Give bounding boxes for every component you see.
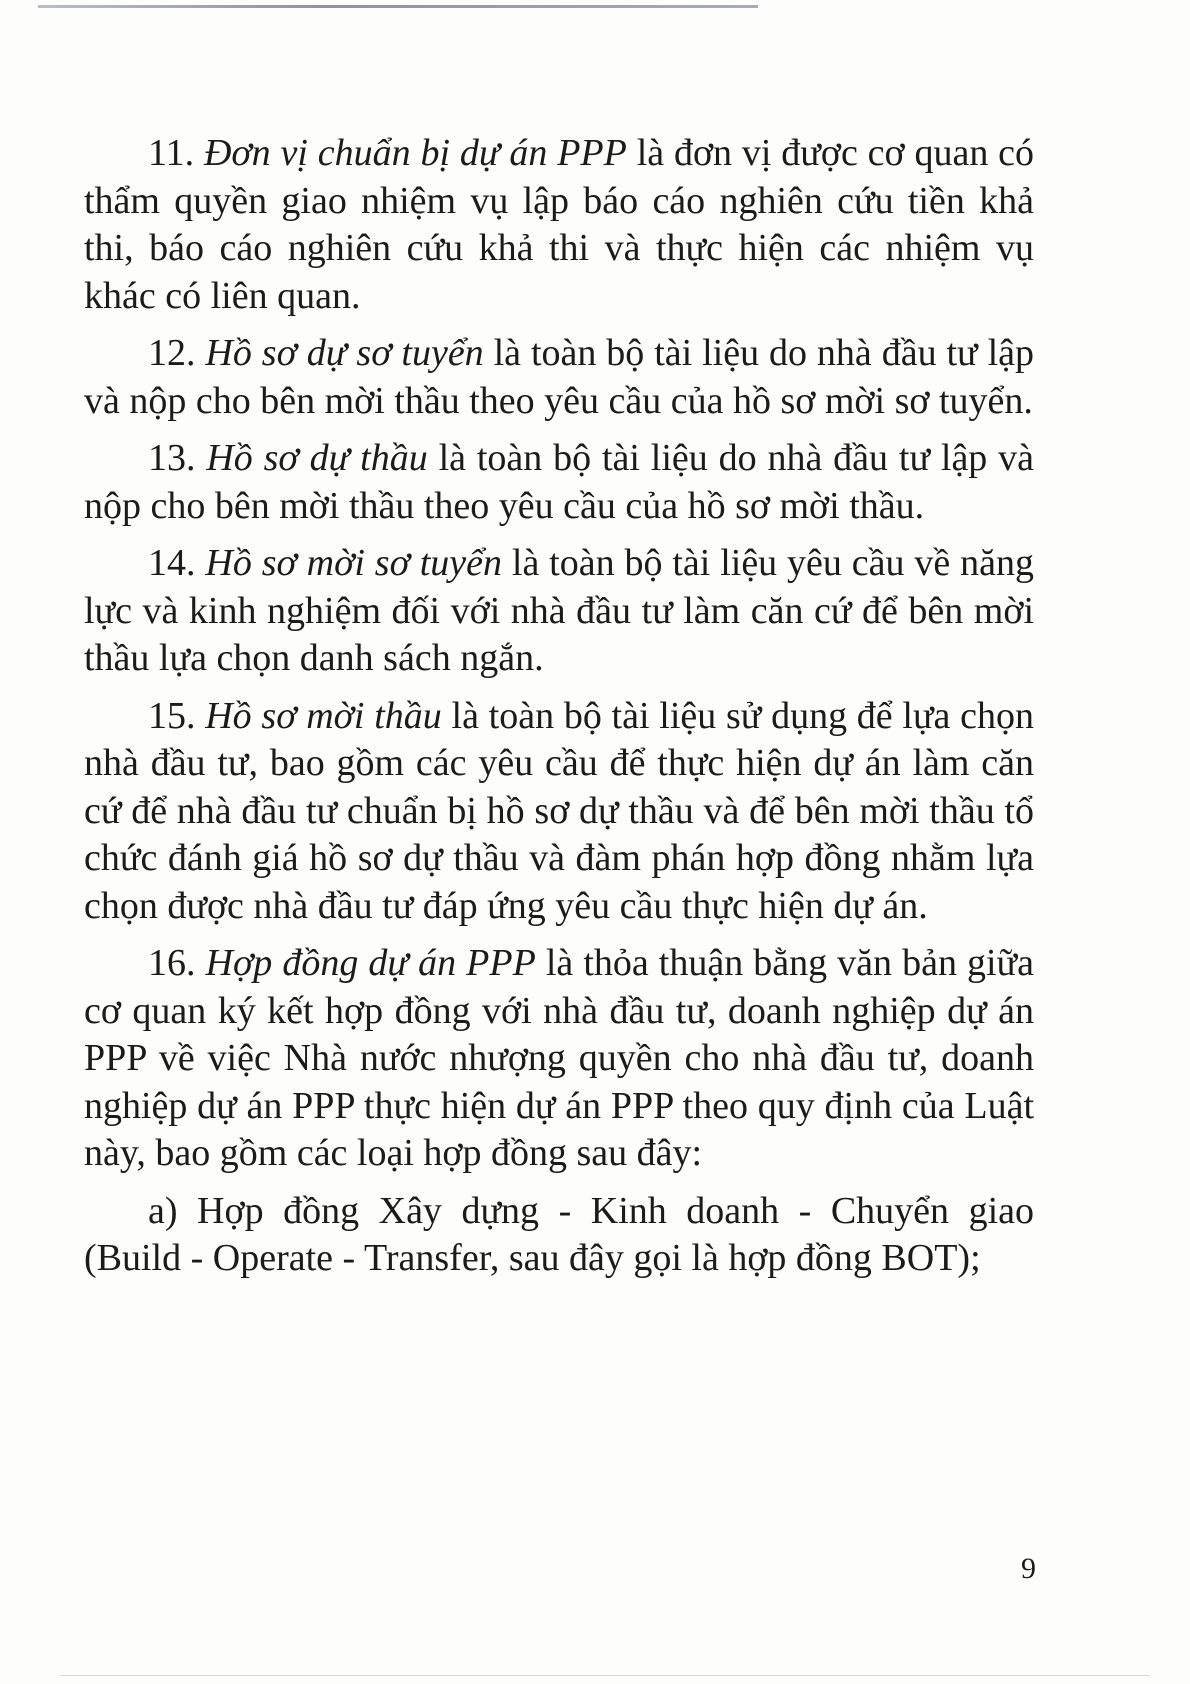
clause-number: 13.: [148, 437, 196, 479]
definition-text: là thỏa thuận bằng văn bản giữa cơ quan ký kết hợp đồng với nhà đầu tư, doanh nghiệp dự án PPP về việc Nhà nước nhượng quyền cho nhà đầu tư, doanh nghiệp dự án PPP thực hiện dự án PPP theo quy định của Luật này, bao gồm các loại hợp đồng sau đây:: [84, 942, 1035, 1174]
definition-11: [84, 130, 1034, 320]
defined-term: Đơn vị chuẩn bị dự án PPP: [203, 132, 627, 174]
contract-type-a: a) Hợp đồng Xây dựng - Kinh doanh - Chuyển giao (Build - Operate - Transfer, sau đây gọi là hợp đồng BOT);: [84, 1189, 1034, 1279]
definition-text: là toàn bộ tài liệu do nhà đầu tư lập và nộp cho bên mời thầu theo yêu cầu của hồ sơ mời thầu.: [84, 437, 1035, 527]
definition-14: [84, 540, 1034, 683]
scan-bottom-border: [60, 1675, 1150, 1676]
defined-term: Hồ sơ mời thầu: [205, 694, 442, 737]
defined-term: Hợp đồng dự án PPP: [205, 942, 536, 984]
definition-text: là toàn bộ tài liệu do nhà đầu tư lập và nộp cho bên mời thầu theo yêu cầu của hồ sơ mời sơ tuyển.: [84, 332, 1034, 422]
definition-text: là toàn bộ tài liệu yêu cầu về năng lực và kinh nghiệm đối với nhà đầu tư làm căn cứ để bên mời thầu lựa chọn danh sách ngắn.: [84, 542, 1034, 679]
defined-term: Hồ sơ mời sơ tuyển: [205, 542, 503, 584]
clause-number: 14.: [148, 542, 196, 584]
definition-15: [84, 693, 1034, 931]
clause-number: 12.: [148, 332, 196, 374]
definition-16: [84, 940, 1034, 1178]
clause-number: 15.: [148, 694, 196, 737]
defined-term: Hồ sơ dự sơ tuyển: [205, 332, 484, 374]
definition-13: [84, 435, 1034, 530]
definition-12: [84, 330, 1034, 425]
page-number: 9: [1021, 1552, 1036, 1585]
document-body: [84, 130, 1034, 1293]
clause-number: 11.: [148, 132, 195, 174]
definition-text: là đơn vị được cơ quan có thẩm quyền giao nhiệm vụ lập báo cáo nghiên cứu tiền khả thi, báo cáo nghiên cứu khả thi và thực hiện các nhiệm vụ khác có liên quan.: [84, 132, 1035, 317]
definition-text: là toàn bộ tài liệu sử dụng để lựa chọn nhà đầu tư, bao gồm các yêu cầu để thực hiện dự án làm căn cứ để nhà đầu tư chuẩn bị hồ sơ dự thầu và để bên mời thầu tổ chức đánh giá hồ sơ dự thầu và đàm phán hợp đồng nhằm lựa chọn được nhà đầu tư đáp ứng yêu cầu thực hiện dự án.: [84, 694, 1035, 927]
scan-top-border: [38, 5, 758, 8]
defined-term: Hồ sơ dự thầu: [206, 437, 428, 479]
clause-number: 16.: [148, 942, 196, 984]
